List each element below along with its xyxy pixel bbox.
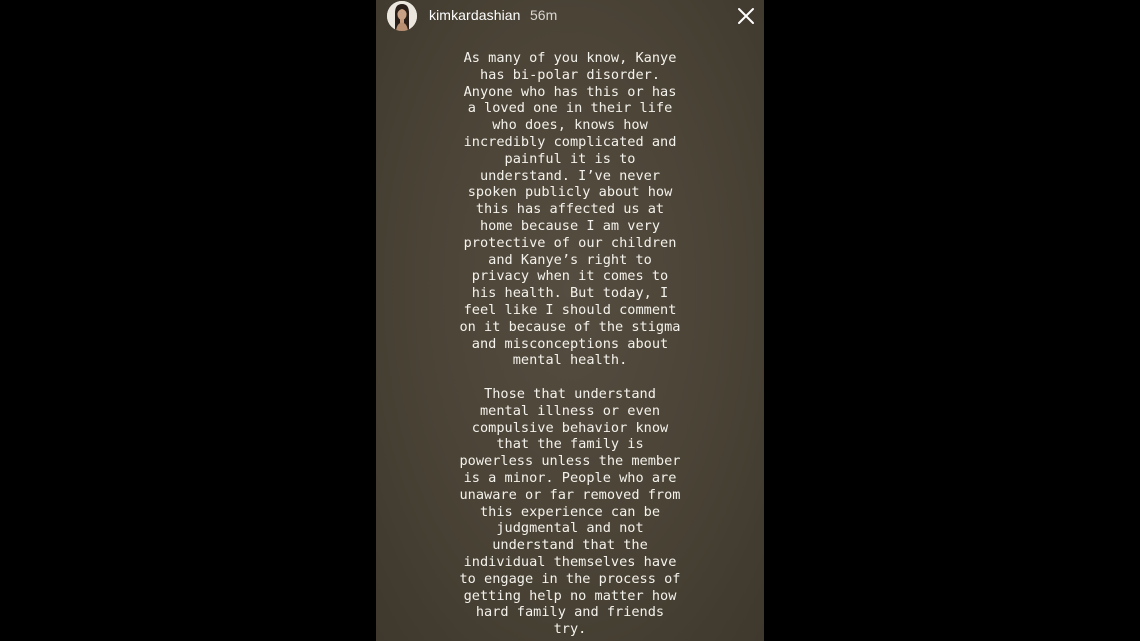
- text-line: on it because of the stigma: [459, 318, 681, 335]
- close-button[interactable]: [737, 7, 755, 25]
- text-line: judgmental and not: [496, 520, 644, 537]
- text-line: that the family is: [496, 436, 644, 453]
- username[interactable]: kimkardashian: [429, 7, 521, 23]
- text-line: understand that the: [492, 537, 648, 554]
- text-line: this experience can be: [479, 503, 661, 520]
- text-line: understand. I’ve never: [479, 167, 661, 184]
- text-line: protective of our children: [463, 234, 677, 251]
- text-line: As many of you know, Kanye: [463, 50, 677, 66]
- text-line: Those that understand: [484, 385, 656, 402]
- text-line: getting help no matter how: [463, 587, 677, 604]
- text-line: painful it is to: [504, 150, 636, 167]
- avatar-icon: [387, 1, 417, 31]
- text-line: compulsive behavior know: [471, 419, 669, 436]
- text-line: hard family and friends: [475, 604, 665, 621]
- text-line: individual themselves have: [463, 553, 677, 570]
- text-line: spoken publicly about how: [467, 184, 673, 201]
- text-line: Anyone who has this or has: [463, 83, 677, 100]
- text-line: to engage in the process of: [459, 570, 681, 587]
- text-line: feel like I should comment: [463, 301, 677, 318]
- text-line: powerless unless the member: [459, 453, 681, 470]
- story-text: [440, 50, 700, 638]
- text-line: has bi-polar disorder.: [479, 66, 661, 83]
- text-line: mental health.: [512, 352, 628, 369]
- story-viewer[interactable]: [376, 0, 764, 641]
- text-line: a loved one in their life: [467, 100, 673, 117]
- text-line: try.: [553, 621, 587, 638]
- text-line: his health. But today, I: [471, 285, 669, 302]
- text-line: and Kanye’s right to: [488, 251, 652, 268]
- paragraph-gap: [440, 369, 700, 386]
- story-header: [376, 0, 764, 34]
- text-line: who does, knows how: [492, 117, 648, 134]
- text-line: home because I am very: [479, 217, 661, 234]
- text-line: is a minor. People who are: [463, 469, 677, 486]
- text-line: this has affected us at: [475, 201, 665, 218]
- text-line: incredibly complicated and: [463, 133, 677, 150]
- text-line: privacy when it comes to: [471, 268, 669, 285]
- text-line: mental illness or even: [479, 402, 661, 419]
- close-icon: [737, 7, 755, 25]
- profile-avatar[interactable]: [387, 1, 417, 31]
- text-line: and misconceptions about: [471, 335, 669, 352]
- text-line: unaware or far removed from: [459, 486, 681, 503]
- story-timestamp: 56m: [530, 7, 558, 23]
